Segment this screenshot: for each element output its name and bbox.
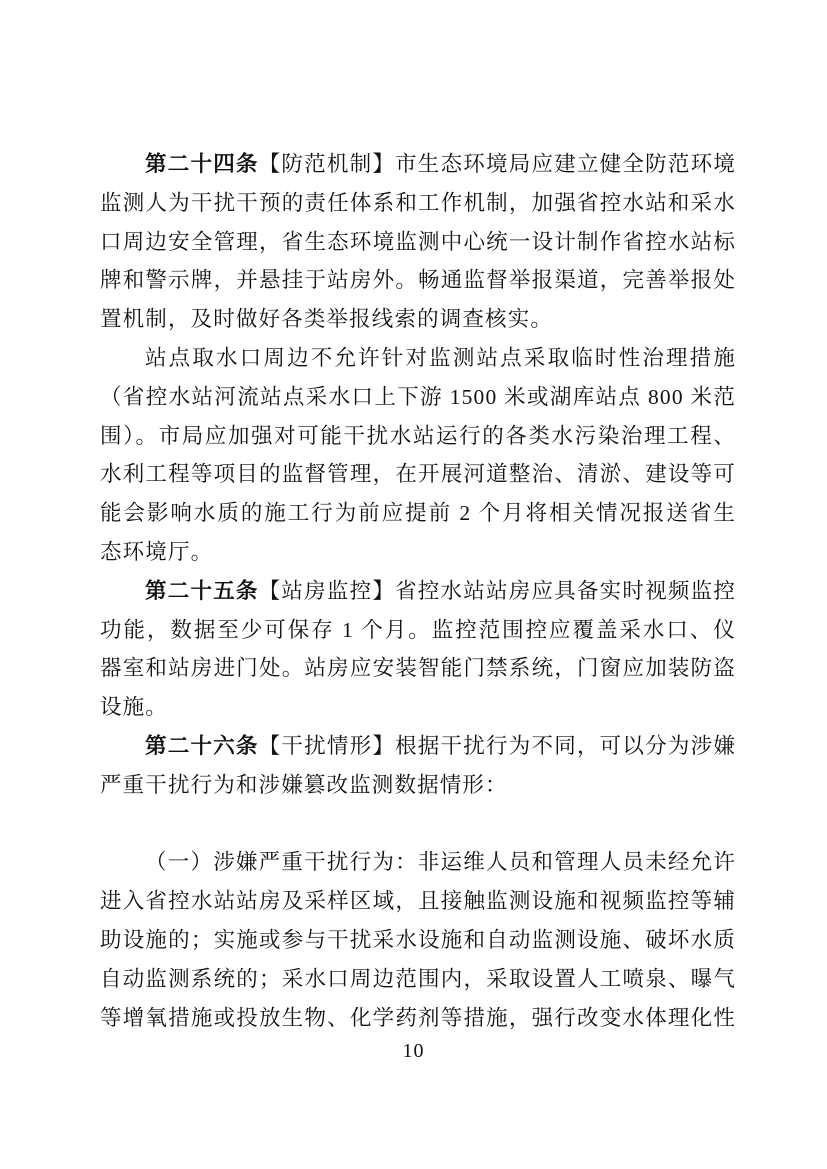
- page-number: 10: [402, 1040, 425, 1062]
- paragraph: [100, 339, 736, 572]
- paragraph-text: （一）涉嫌严重干扰行为：非运维人员和管理人员未经允许进入省控水站站房及采样区域，且接触监测设施和视频监控等辅助设施的；实施或参与干扰采水设施和自动监测设施、破坏水质自动监测系统的；采水口周边范围内，采取设置人工喷泉、曝气等增氧措施或投放生物、化学药剂等措施，强行改变水体理化性: [100, 850, 736, 1030]
- paragraph: [100, 843, 736, 1037]
- paragraph-text: 站点取水口周边不允许针对监测站点采取临时性治理措施（省控水站河流站点采水口上下游 1500 米或湖库站点 800 米范围）。市局应加强对可能干扰水站运行的各类水污染治理工程、水利工程等项目的监督管理，在开展河道整治、清淤、建设等可能会影响水质的施工行为前应提前 2 个月将相关情况报送省生态环境厅。: [100, 345, 736, 564]
- paragraph-text: 市生态环境局应建立健全防范环境监测人为干扰干预的责任体系和工作机制，加强省控水站和采水口周边安全管理，省生态环境监测中心统一设计制作省控水站标牌和警示牌，并悬挂于站房外。畅通监督举报渠道，完善举报处置机制，及时做好各类举报线索的调查核实。: [100, 152, 736, 332]
- article-number: 第二十四条: [145, 152, 259, 176]
- paragraph: [100, 145, 736, 339]
- document-body: [100, 145, 736, 1037]
- paragraph-text: 根据干扰行为不同，可以分为涉嫌严重干扰行为和涉嫌篡改监测数据情形：: [100, 733, 736, 797]
- article-number: 第二十六条: [145, 733, 259, 758]
- paragraph-spacer: [100, 805, 736, 844]
- paragraph: [100, 727, 736, 805]
- article-label: 【防范机制】: [258, 152, 396, 176]
- paragraph: [100, 572, 736, 727]
- paragraph-text: 省控水站站房应具备实时视频监控功能，数据至少可保存 1 个月。监控范围控应覆盖采水口、仪器室和站房进门处。站房应安装智能门禁系统，门窗应加装防盗设施。: [100, 578, 736, 720]
- article-number: 第二十五条: [145, 578, 259, 603]
- article-label: 【干扰情形】: [258, 733, 396, 758]
- article-label: 【站房监控】: [258, 578, 396, 603]
